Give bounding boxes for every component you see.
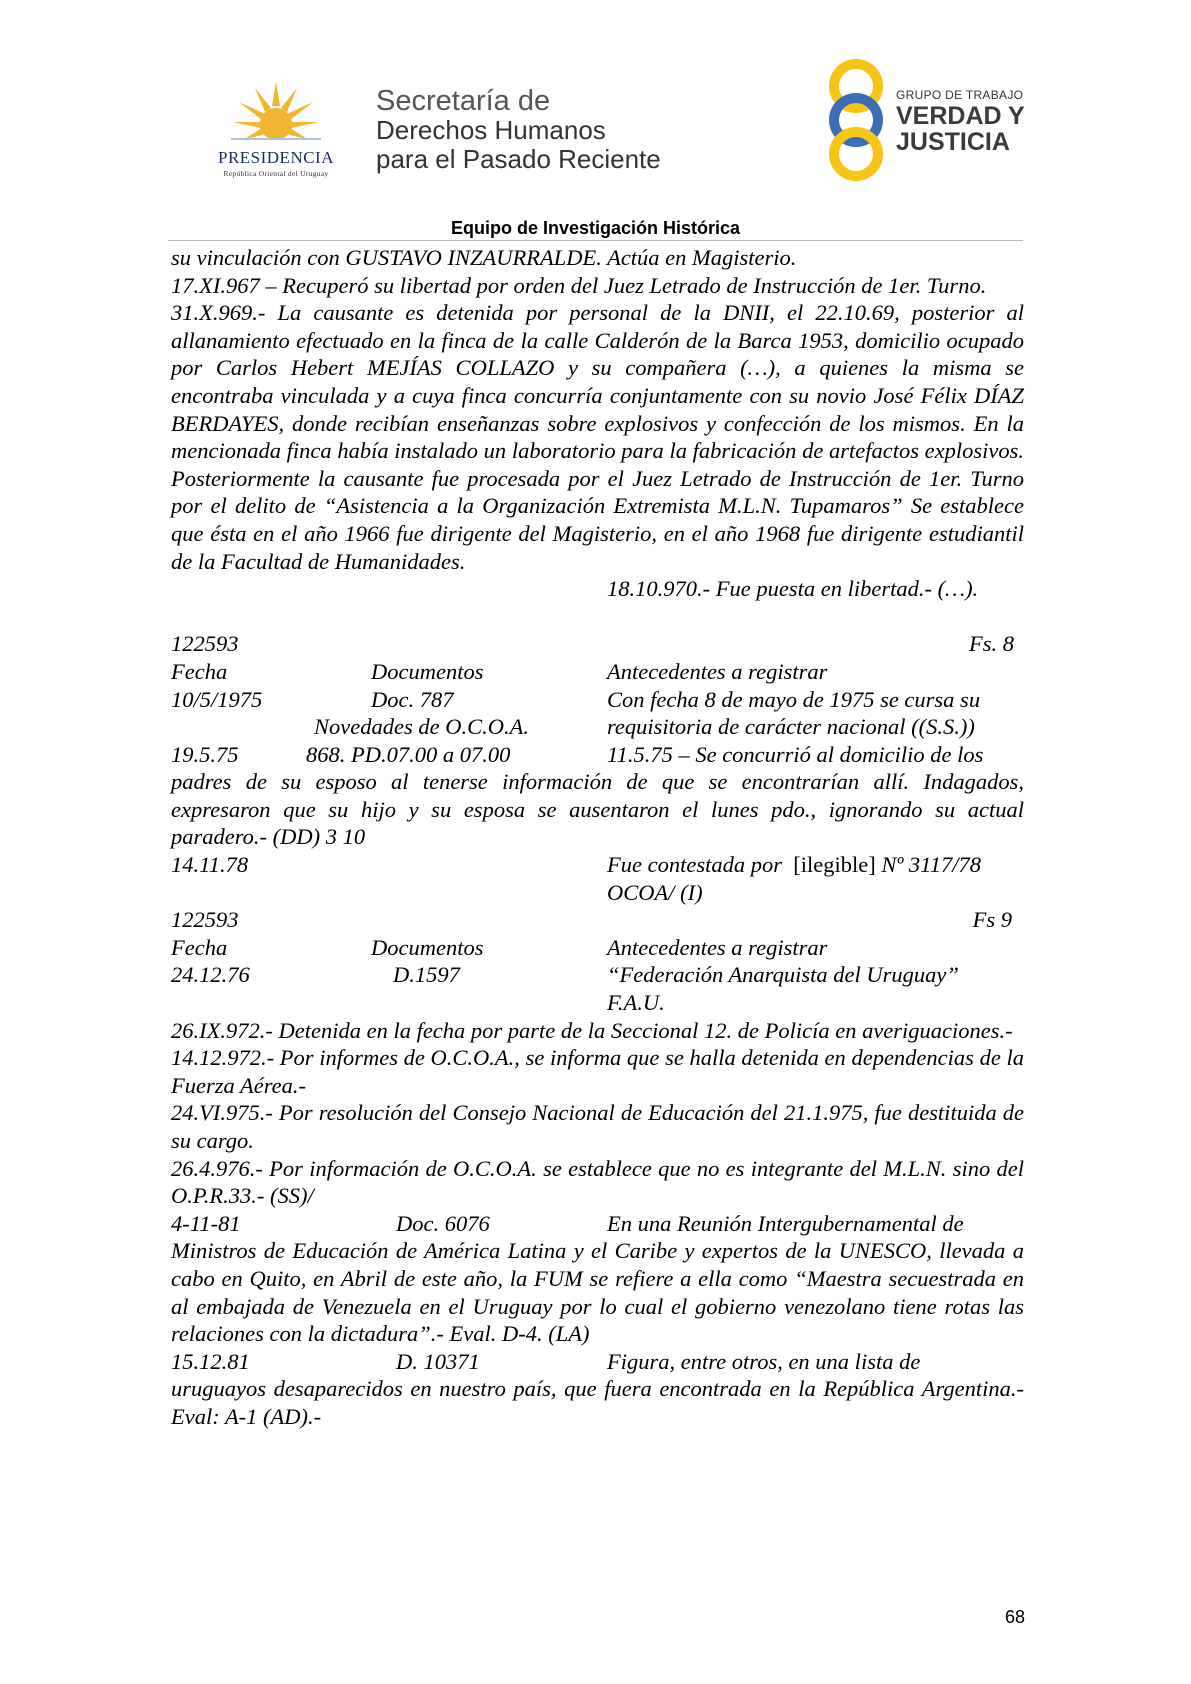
record-row [171,989,1024,1017]
record-date: 15.12.81 [171,1348,250,1374]
record-doc: Doc. 787 [371,686,454,712]
folio-label: Fs. 8 [969,631,1014,657]
record-text: “Federación Anarquista del Uruguay” [607,962,959,988]
presidencia-name: PRESIDENCIA [217,148,334,167]
record-text: 11.5.75 – Se concurrió al domicilio de los [607,741,984,767]
record-row [171,1210,1024,1238]
secretaria-line3: para el Pasado Reciente [376,144,661,174]
record-number: 122593 [171,631,239,657]
column-header-row [171,934,1024,962]
paragraph: 26.4.976.- Por información de O.C.O.A. se establece que no es integrante del M.L.N. sino del O.P.R.33.- (SS)/ [171,1155,1024,1209]
paragraph: 26.IX.972.- Detenida en la fecha por parte de la Seccional 12. de Policía en averiguaciones.- [171,1017,1013,1043]
paragraph: 17.XI.967 – Recuperó su libertad por orden del Juez Letrado de Instrucción de 1er. Turno. [171,272,987,298]
record-row [171,713,1024,741]
record-row [171,879,1024,907]
record-date: 14.11.78 [171,852,249,878]
presidencia-logo [196,78,356,178]
secretaria-line2: Derechos Humanos [376,115,606,145]
record-continuation: Ministros de Educación de América Latina y el Caribe y expertos de la UNESCO, llevada a cabo en Quito, en Abril de este año, la FUM se refiere a ella como “Maestra secuestrada en al embajada de Venezuela en el Uruguay por lo cual el gobierno venezolano tiene rotas las relaciones con la dictadura”.- Eval. D-4. (LA) [171,1238,1024,1347]
presidencia-subtitle: República Oriental del Uruguay [223,169,329,178]
record-header-row [171,906,1024,934]
record-row [171,741,1024,769]
folio-label: Fs 9 [972,907,1012,933]
column-header-row [171,658,1024,686]
record-text: OCOA/ (I) [607,879,703,905]
sun-emblem-icon [231,78,321,146]
grupo-line3: JUSTICIA [896,128,1010,156]
paragraph: 24.VI.975.- Por resolución del Consejo Nacional de Educación del 21.1.975, fue destituida de su cargo. [171,1100,1024,1153]
record-text: Con fecha 8 de mayo de 1975 se cursa su [607,686,981,712]
verdad-justicia-logo [818,58,1028,183]
record-row [171,851,1024,879]
record-doc: Doc. 6076 [396,1210,490,1236]
column-header-antecedentes: Antecedentes a registrar [607,658,828,684]
record-text: F.A.U. [607,990,665,1016]
record-date: 4-11-81 [171,1210,241,1236]
record-text [607,851,981,879]
grupo-line2: VERDAD Y [896,102,1025,130]
team-title: Equipo de Investigación Histórica [450,218,741,238]
release-note: 18.10.970.- Fue puesta en libertad.- (…). [607,576,979,602]
column-header-fecha: Fecha [171,658,228,684]
record-text: En una Reunión Intergubernamental de [607,1210,964,1236]
paragraph: 31.X.969.- La causante es detenida por personal de la DNII, el 22.10.69, posterior al allanamiento efectuado en la finca de la calle Calderón de la Barca 1953, domicilio ocupado por Carlos Hebert MEJÍAS COLLAZO y su compañera (…), a quienes la misma se encontraba vinculada y a cuya finca concurría conjuntamente con su novio José Félix DÍAZ BERDAYES, donde recibían enseñanzas sobre explosivos y confección de los mismos. En la mencionada finca había instalado un laboratorio para la fabricación de artefactos explosivos. Posteriormente la causante fue procesada por el Juez Letrado de Instrucción de 1er. Turno por el delito de “Asistencia a la Organización Extremista M.L.N. Tupamaros” Se establece que ésta en el año 1966 fue dirigente del Magisterio, en el año 1968 fue dirigente estudiantil de la Facultad de Humanidades. [171,300,1024,574]
paragraph: su vinculación con GUSTAVO INZAURRALDE. Actúa en Magisterio. [171,245,797,270]
interlocking-rings-icon [818,58,894,183]
secretaria-logo [376,86,661,174]
record-header-row [171,630,1024,658]
spacer [171,603,1024,631]
record-doc: D. 10371 [396,1348,480,1374]
record-text-part: Fue contestada por [607,852,782,878]
record-date: 19.5.75 [171,741,239,767]
column-header-fecha: Fecha [171,934,228,960]
record-date: 24.12.76 [171,962,250,988]
record-text: requisitoria de carácter nacional ((S.S.)) [607,714,975,740]
page-number: 68 [1005,1607,1026,1627]
record-row [171,961,1024,989]
record-text-part: Nº 3117/78 [881,852,982,878]
document-body [171,244,1024,1431]
column-header-antecedentes: Antecedentes a registrar [607,934,828,960]
illegible-mark: [ilegible] [793,852,876,878]
record-continuation: uruguayos desaparecidos en nuestro país, que fuera encontrada en la República Argentina.- Eval: A-1 (AD).- [171,1376,1024,1429]
record-date: 10/5/1975 [171,686,263,712]
column-header-documentos: Documentos [371,934,484,960]
record-row [171,1348,1024,1376]
record-continuation: padres de su esposo al tenerse información de que se encontrarían allí. Indagados, expresaron que su hijo y su esposa se ausentaron el lunes pdo., ignorando su actual paradero.- (DD) 3 10 [171,769,1024,850]
record-doc: D.1597 [393,962,460,988]
record-doc: 868. PD.07.00 a 07.00 [306,741,511,767]
record-row [171,686,1024,714]
record-number: 122593 [171,907,239,933]
column-header-documentos: Documentos [371,658,484,684]
grupo-line1: GRUPO DE TRABAJO [896,88,1024,102]
secretaria-line1: Secretaría de [376,85,551,117]
record-text: Figura, entre otros, en una lista de [607,1348,921,1374]
record-doc: Novedades de O.C.O.A. [314,714,529,740]
paragraph: 14.12.972.- Por informes de O.C.O.A., se informa que se halla detenida en dependencias de la Fuerza Aérea.- [171,1045,1024,1098]
header-divider [168,240,1023,241]
